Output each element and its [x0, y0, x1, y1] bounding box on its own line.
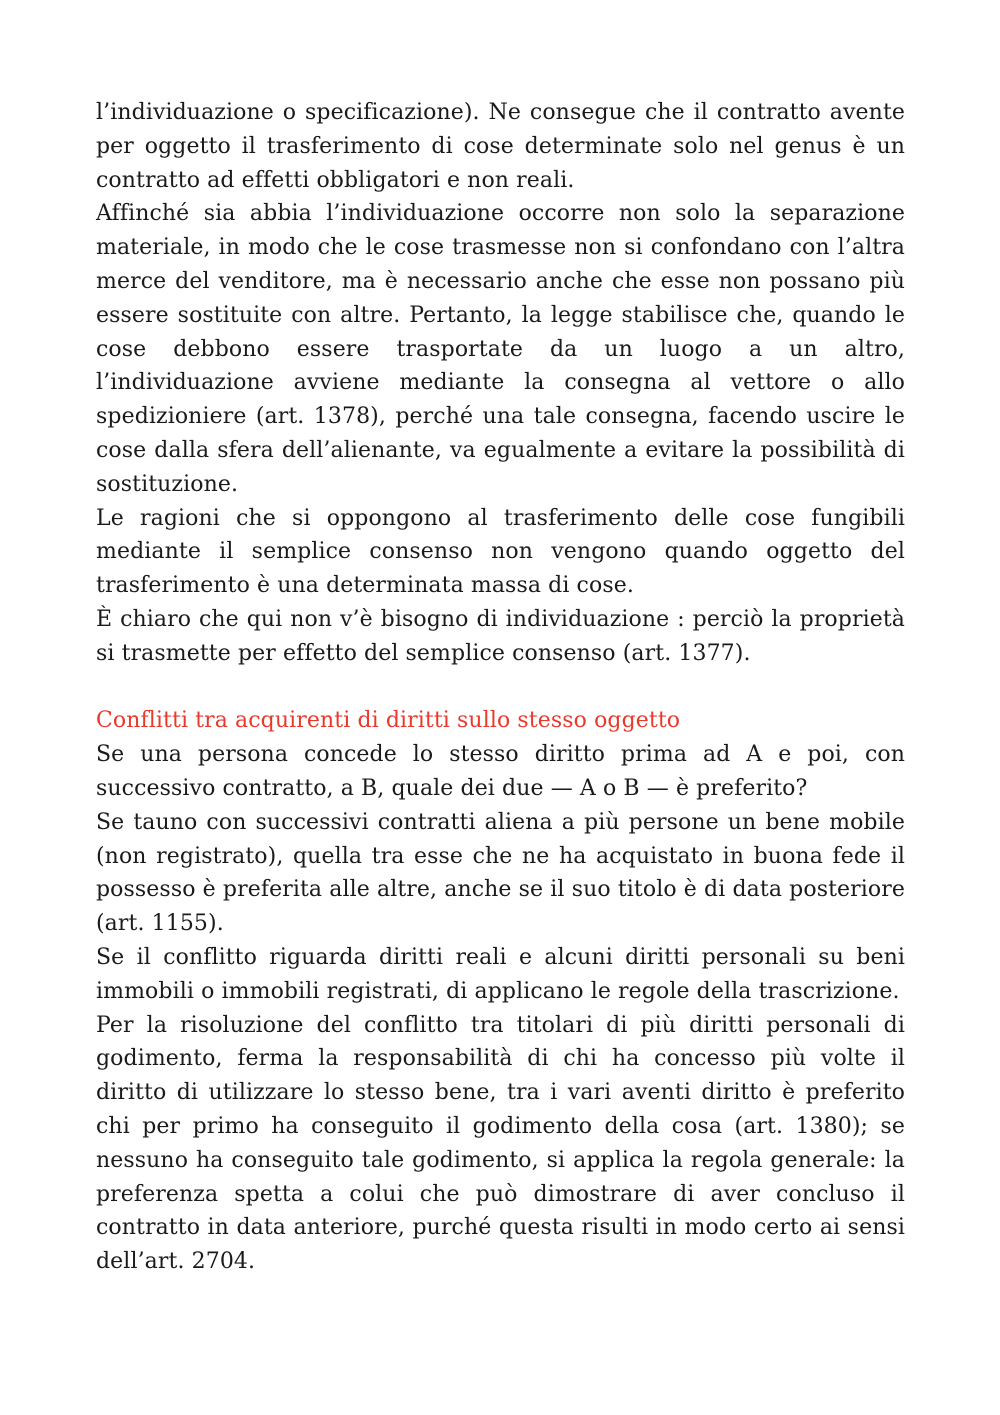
section-spacer: [96, 671, 905, 705]
paragraph: Se tauno con successivi contratti aliena a più persone un bene mobile (non registrato), quella tra esse che ne ha acquistato in buona fede il possesso è preferita alle altre, anche se il suo titolo è di data posteriore (art. 1155).: [96, 809, 905, 937]
paragraph: Le ragioni che si oppongono al trasferimento delle cose fungibili mediante il semplice consenso non vengono quando oggetto del trasferimento è una determinata massa di cose.: [96, 505, 905, 599]
paragraph: Per la risoluzione del conflitto tra titolari di più diritti personali di godimento, ferma la responsabilità di chi ha concesso più volte il diritto di utilizzare lo stesso bene, tra i vari aventi diritto è preferito chi per primo ha conseguito il godimento della cosa (art. 1380); se nessuno ha conseguito tale godimento, si applica la regola generale: la preferenza spetta a colui che può dimostrare di aver concluso il contratto in data anteriore, purché questa risulti in modo certo ai sensi dell’art. 2704.: [96, 1012, 905, 1275]
paragraph: È chiaro che qui non v’è bisogno di individuazione : perciò la proprietà si trasmette per effetto del semplice consenso (art. 1377).: [96, 606, 905, 666]
paragraph: Affinché sia abbia l’individuazione occorre non solo la separazione materiale, in modo che le cose trasmesse non si confondano con l’altra merce del venditore, ma è necessario anche che esse non possano più essere sostituite con altre. Pertanto, la legge stabilisce che, quando le cose debbono essere trasportate da un luogo a un altro, l’individuazione avviene mediante la consegna al vettore o allo spedizioniere (art. 1378), perché una tale consegna, facendo uscire le cose dalla sfera dell’alienante, va egualmente a evitare la possibilità di sostituzione.: [96, 201, 905, 497]
paragraph: Se una persona concede lo stesso diritto prima ad A e poi, con successivo contratto, a B, quale dei due — A o B — è preferito?: [96, 742, 905, 801]
paragraph: l’individuazione o specificazione). Ne consegue che il contratto avente per oggetto il trasferimento di cose determinate solo nel genus è un contratto ad effetti obbligatori e non reali.: [96, 100, 905, 193]
paragraph: Se il conflitto riguarda diritti reali e alcuni diritti personali su beni immobili o immobili registrati, di applicano le regole della trascrizione.: [96, 944, 905, 1004]
document-page: [96, 96, 905, 1279]
section-heading: Conflitti tra acquirenti di diritti sullo stesso oggetto: [96, 708, 681, 734]
